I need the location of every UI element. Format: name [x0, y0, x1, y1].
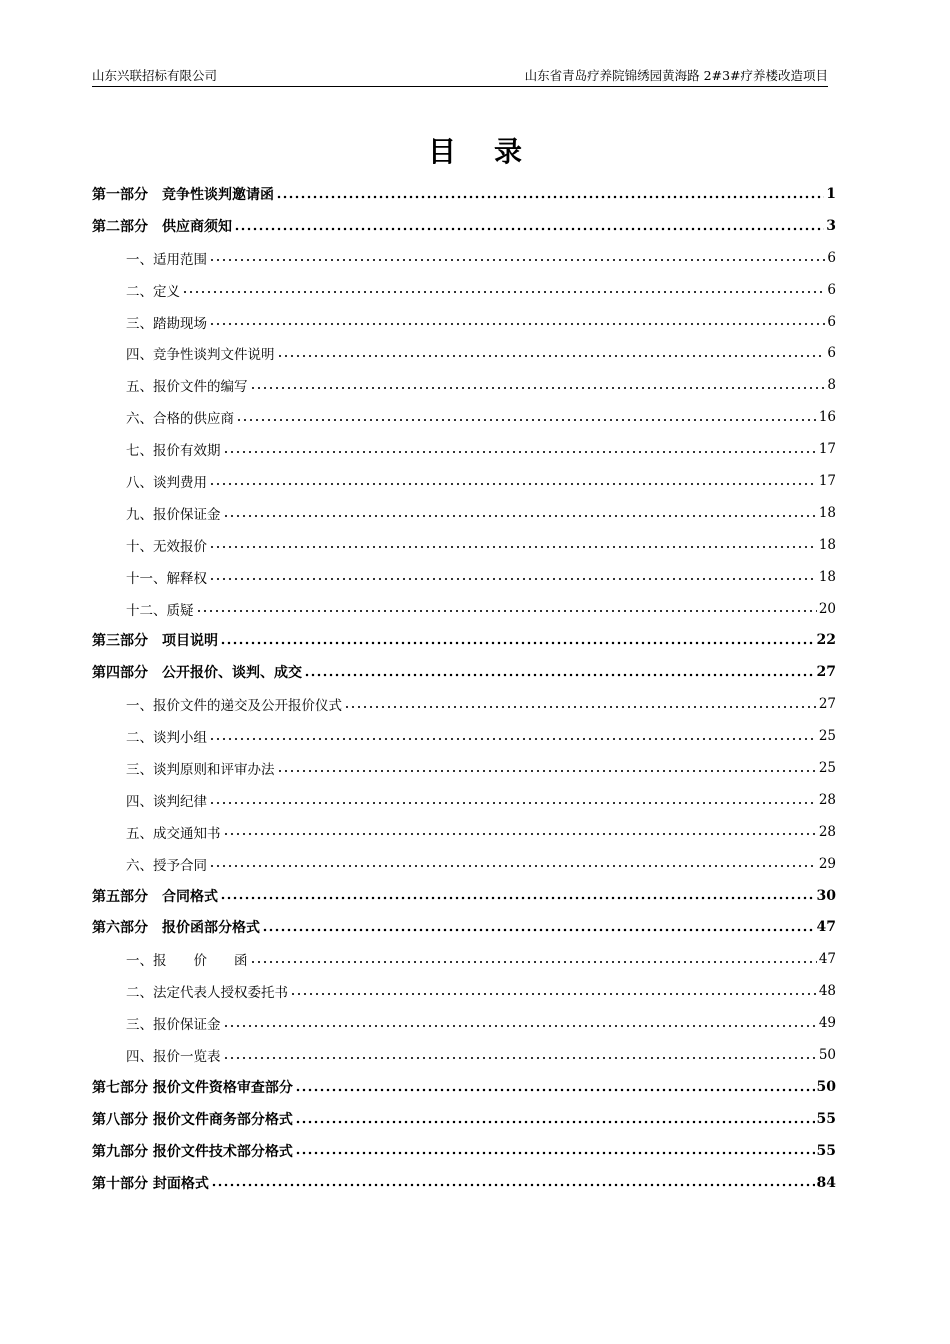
toc-section-entry[interactable] [92, 1071, 836, 1103]
toc-section-entry[interactable] [92, 880, 836, 912]
toc-entry-label: 第五部分 合同格式 [92, 888, 218, 905]
toc-entry-page-number: 47 [818, 951, 836, 968]
toc-entry-page-number: 27 [816, 664, 836, 681]
toc-subsection-entry[interactable] [92, 529, 836, 561]
toc-entry-page-number: 25 [818, 759, 836, 776]
toc-section-entry[interactable] [92, 1103, 836, 1135]
toc-subsection-entry[interactable] [92, 337, 836, 369]
toc-subsection-entry[interactable] [92, 401, 836, 433]
toc-entry-label: 一、报价文件的递交及公开报价仪式 [126, 698, 342, 715]
toc-subsection-entry[interactable] [92, 465, 836, 497]
toc-subsection-entry[interactable] [92, 1007, 836, 1039]
toc-subsection-entry[interactable] [92, 975, 836, 1007]
toc-entry-label: 二、谈判小组 [126, 730, 207, 747]
page-header [92, 68, 828, 87]
toc-entry-page-number: 49 [818, 1015, 836, 1032]
toc-entry-page-number: 18 [818, 568, 836, 585]
dot-leader [250, 953, 817, 967]
page-title: 目录 [427, 135, 560, 168]
toc-subsection-entry[interactable] [92, 688, 836, 720]
toc-subsection-entry[interactable] [92, 848, 836, 880]
toc-entry-page-number: 6 [827, 281, 836, 298]
toc-subsection-entry[interactable] [92, 943, 836, 975]
toc-entry-label: 六、授予合同 [126, 857, 207, 874]
table-of-contents [92, 178, 836, 1199]
toc-subsection-entry[interactable] [92, 752, 836, 784]
toc-entry-label: 第十部分 封面格式 [92, 1175, 209, 1192]
toc-entry-page-number: 1 [826, 185, 836, 202]
dot-leader [290, 984, 817, 998]
dot-leader [223, 442, 817, 456]
toc-entry-page-number: 16 [818, 409, 836, 426]
toc-subsection-entry[interactable] [92, 593, 836, 625]
dot-leader [304, 665, 815, 679]
toc-entry-page-number: 50 [816, 1078, 836, 1095]
toc-subsection-entry[interactable] [92, 306, 836, 338]
toc-entry-label: 九、报价保证金 [126, 506, 221, 523]
toc-subsection-entry[interactable] [92, 369, 836, 401]
toc-entry-label: 第六部分 报价函部分格式 [92, 920, 260, 937]
dot-leader [209, 538, 817, 552]
toc-entry-label: 八、谈判费用 [126, 474, 207, 491]
toc-entry-label: 第三部分 项目说明 [92, 633, 218, 650]
toc-entry-label: 第一部分 竞争性谈判邀请函 [92, 186, 274, 203]
dot-leader [209, 251, 825, 265]
dot-leader [209, 793, 817, 807]
dot-leader [223, 1016, 817, 1030]
dot-leader [276, 187, 824, 201]
toc-entry-page-number: 55 [816, 1142, 836, 1159]
toc-entry-page-number: 18 [818, 504, 836, 521]
toc-section-entry[interactable] [92, 624, 836, 656]
toc-section-entry[interactable] [92, 178, 836, 210]
toc-entry-label: 四、报价一览表 [126, 1048, 221, 1065]
dot-leader [209, 729, 817, 743]
toc-subsection-entry[interactable] [92, 816, 836, 848]
dot-leader [236, 410, 817, 424]
toc-entry-label: 第四部分 公开报价、谈判、成交 [92, 665, 302, 682]
toc-entry-label: 五、成交通知书 [126, 825, 221, 842]
toc-entry-page-number: 28 [818, 823, 836, 840]
toc-section-entry[interactable] [92, 911, 836, 943]
toc-entry-label: 三、谈判原则和评审办法 [126, 761, 275, 778]
toc-entry-page-number: 84 [816, 1174, 836, 1191]
toc-entry-page-number: 22 [816, 632, 836, 649]
dot-leader [196, 602, 817, 616]
toc-entry-page-number: 25 [818, 728, 836, 745]
toc-entry-label: 二、法定代表人授权委托书 [126, 985, 288, 1002]
toc-section-entry[interactable] [92, 1167, 836, 1199]
dot-leader [277, 347, 826, 361]
dot-leader [220, 633, 815, 647]
dot-leader [223, 825, 817, 839]
toc-entry-label: 七、报价有效期 [126, 443, 221, 460]
toc-entry-label: 第二部分 供应商须知 [92, 218, 232, 235]
dot-leader [209, 474, 817, 488]
toc-entry-label: 第七部分 报价文件资格审查部分 [92, 1079, 293, 1096]
dot-leader [250, 379, 826, 393]
toc-subsection-entry[interactable] [92, 497, 836, 529]
toc-entry-page-number: 29 [818, 855, 836, 872]
dot-leader [344, 697, 817, 711]
dot-leader [209, 857, 817, 871]
dot-leader [220, 889, 815, 903]
toc-entry-label: 二、定义 [126, 283, 180, 300]
dot-leader [262, 920, 815, 934]
toc-section-entry[interactable] [92, 656, 836, 688]
dot-leader [277, 761, 817, 775]
toc-entry-label: 三、报价保证金 [126, 1017, 221, 1034]
toc-entry-label: 四、竞争性谈判文件说明 [126, 347, 275, 364]
toc-entry-label: 十二、质疑 [126, 602, 194, 619]
toc-entry-page-number: 27 [818, 696, 836, 713]
toc-subsection-entry[interactable] [92, 274, 836, 306]
toc-entry-page-number: 55 [816, 1110, 836, 1127]
toc-subsection-entry[interactable] [92, 242, 836, 274]
toc-section-entry[interactable] [92, 210, 836, 242]
dot-leader [295, 1080, 815, 1094]
toc-entry-page-number: 20 [818, 600, 836, 617]
toc-entry-label: 第八部分 报价文件商务部分格式 [92, 1111, 293, 1128]
dot-leader [209, 315, 825, 329]
toc-subsection-entry[interactable] [92, 720, 836, 752]
header-company: 山东兴联招标有限公司 [92, 68, 218, 83]
toc-subsection-entry[interactable] [92, 784, 836, 816]
toc-entry-page-number: 3 [826, 217, 836, 234]
toc-subsection-entry[interactable] [92, 1039, 836, 1071]
toc-entry-page-number: 8 [827, 377, 836, 394]
toc-entry-page-number: 17 [818, 441, 836, 458]
dot-leader [295, 1144, 815, 1158]
toc-entry-page-number: 6 [827, 313, 836, 330]
toc-subsection-entry[interactable] [92, 561, 836, 593]
toc-entry-label: 六、合格的供应商 [126, 411, 234, 428]
toc-entry-label: 一、适用范围 [126, 251, 207, 268]
dot-leader [209, 570, 817, 584]
dot-leader [182, 283, 825, 297]
toc-entry-page-number: 18 [818, 536, 836, 553]
toc-entry-page-number: 28 [818, 791, 836, 808]
toc-entry-page-number: 6 [827, 345, 836, 362]
dot-leader [223, 506, 817, 520]
toc-subsection-entry[interactable] [92, 433, 836, 465]
dot-leader [295, 1112, 815, 1126]
toc-entry-label: 五、报价文件的编写 [126, 379, 248, 396]
toc-entry-page-number: 47 [816, 919, 836, 936]
toc-entry-label: 第九部分 报价文件技术部分格式 [92, 1143, 293, 1160]
toc-entry-label: 一、报 价 函 [126, 953, 248, 970]
dot-leader [211, 1176, 815, 1190]
toc-entry-page-number: 6 [827, 249, 836, 266]
toc-entry-page-number: 30 [816, 887, 836, 904]
header-project: 山东省青岛疗养院锦绣园黄海路 2#3#疗养楼改造项目 [524, 68, 828, 83]
toc-entry-label: 四、谈判纪律 [126, 793, 207, 810]
toc-entry-page-number: 50 [818, 1046, 836, 1063]
toc-entry-label: 三、踏勘现场 [126, 315, 207, 332]
toc-entry-page-number: 48 [818, 983, 836, 1000]
dot-leader [234, 219, 824, 233]
toc-entry-page-number: 17 [818, 472, 836, 489]
dot-leader [223, 1048, 817, 1062]
toc-entry-label: 十一、解释权 [126, 570, 207, 587]
toc-section-entry[interactable] [92, 1135, 836, 1167]
toc-entry-label: 十、无效报价 [126, 538, 207, 555]
